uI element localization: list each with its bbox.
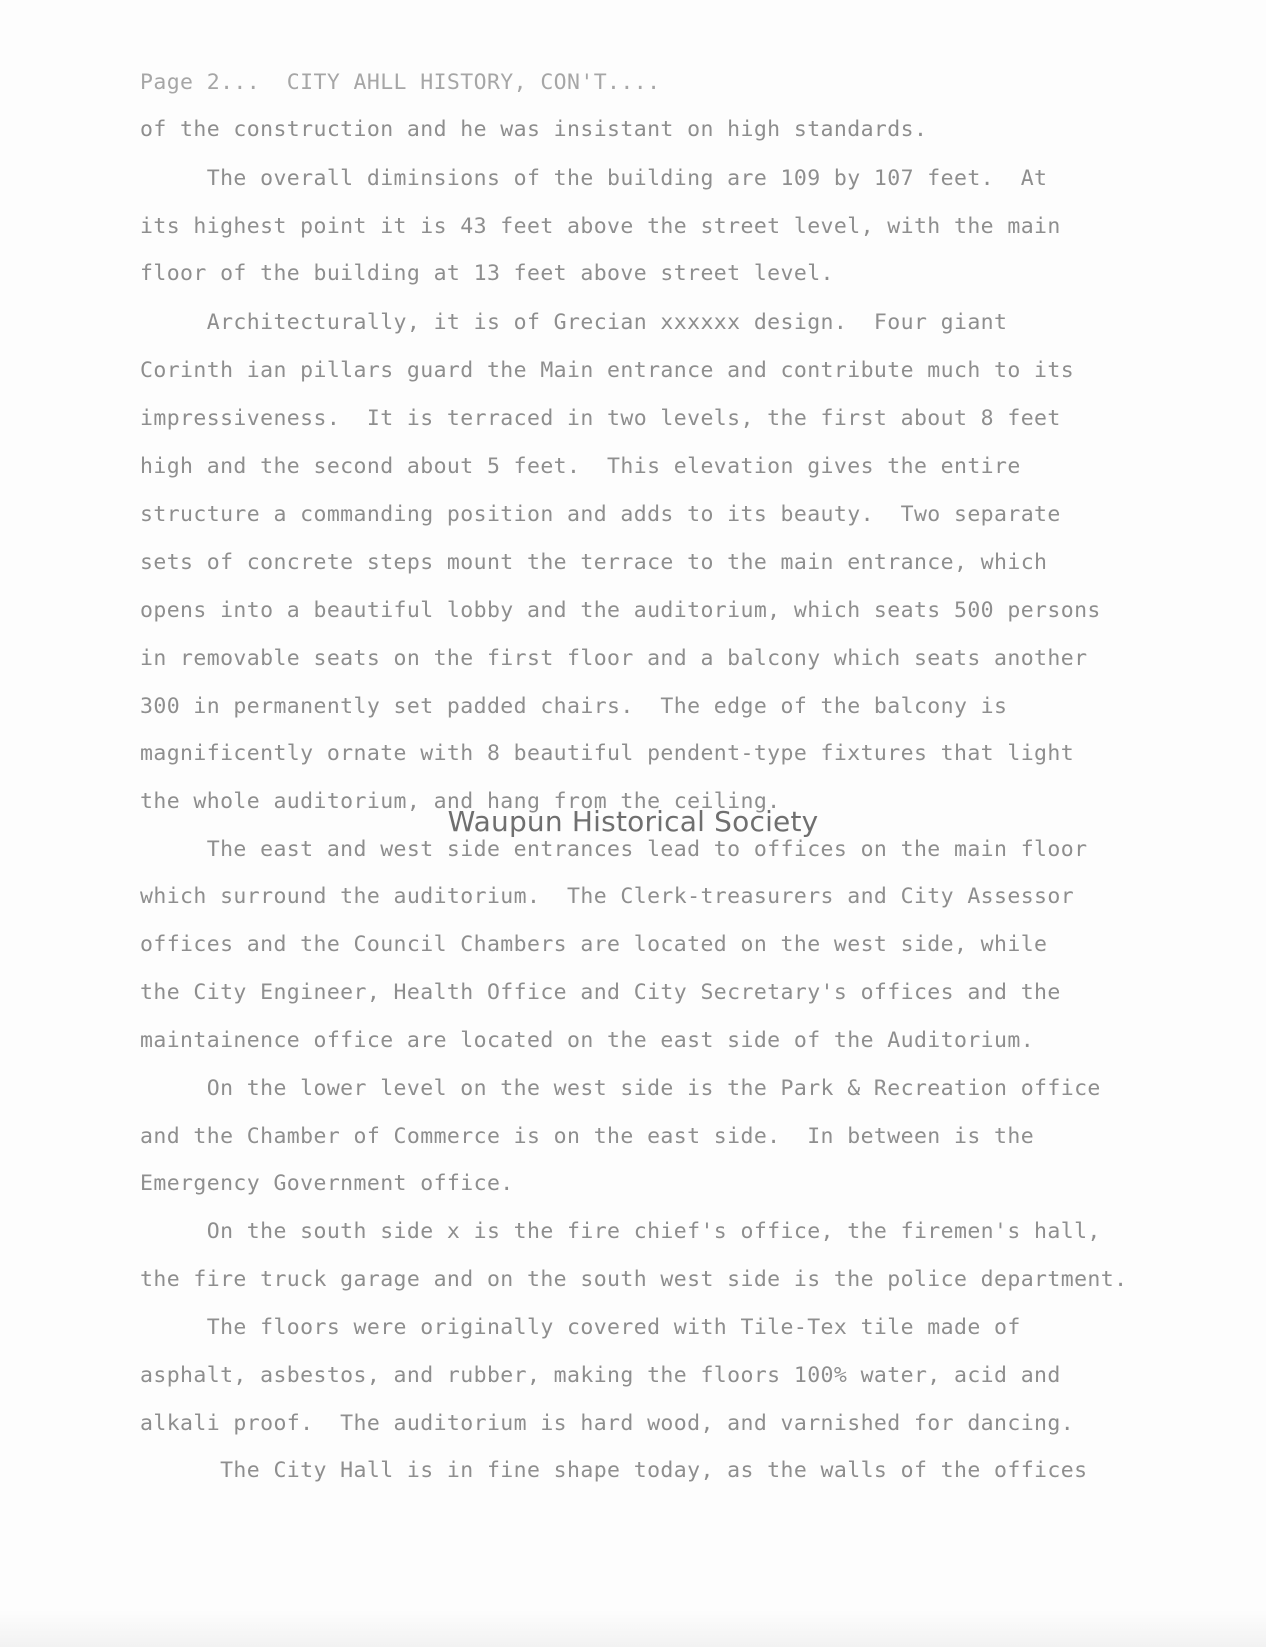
- text-line: high and the second about 5 feet. This elevation gives the entire: [140, 454, 1021, 479]
- text-line: The overall diminsions of the building are 109 by 107 feet. At: [140, 166, 1048, 191]
- text-line: and the Chamber of Commerce is on the east side. In between is the: [140, 1124, 1035, 1149]
- text-line: in removable seats on the first floor and a balcony which seats another: [140, 646, 1088, 671]
- text-line: the fire truck garage and on the south west side is the police department.: [140, 1267, 1128, 1292]
- watermark: Waupun Historical Society: [447, 805, 819, 838]
- text-line: The east and west side entrances lead to offices on the main floor: [140, 837, 1088, 862]
- text-line: maintainence office are located on the east side of the Auditorium.: [140, 1028, 1035, 1053]
- text-line: of the construction and he was insistant on high standards.: [140, 117, 928, 142]
- text-line: the City Engineer, Health Office and City Secretary's offices and the: [140, 980, 1061, 1005]
- text-line: On the lower level on the west side is the Park & Recreation office: [140, 1076, 1101, 1101]
- text-line: 300 in permanently set padded chairs. The edge of the balcony is: [140, 694, 1008, 719]
- text-line: The City Hall is in fine shape today, as the walls of the offices: [140, 1458, 1088, 1483]
- text-line: On the south side x is the fire chief's office, the firemen's hall,: [140, 1219, 1101, 1244]
- text-line: The floors were originally covered with Tile-Tex tile made of: [140, 1315, 1021, 1340]
- text-line: sets of concrete steps mount the terrace to the main entrance, which: [140, 550, 1048, 575]
- text-line: magnificently ornate with 8 beautiful pendent-type fixtures that light: [140, 741, 1075, 766]
- text-line: Architecturally, it is of Grecian xxxxxx design. Four giant: [140, 310, 1008, 335]
- text-line: Corinth ian pillars guard the Main entrance and contribute much to its: [140, 358, 1075, 383]
- text-line: opens into a beautiful lobby and the auditorium, which seats 500 persons: [140, 598, 1101, 623]
- text-line: floor of the building at 13 feet above street level.: [140, 261, 834, 286]
- text-line: which surround the auditorium. The Clerk-treasurers and City Assessor: [140, 884, 1075, 909]
- text-line: its highest point it is 43 feet above the street level, with the main: [140, 214, 1061, 239]
- text-line: impressiveness. It is terraced in two levels, the first about 8 feet: [140, 406, 1061, 431]
- text-line: offices and the Council Chambers are located on the west side, while: [140, 932, 1048, 957]
- text-line: Emergency Government office.: [140, 1171, 514, 1196]
- scan-edge: [0, 1610, 1266, 1647]
- page-header: Page 2... CITY AHLL HISTORY, CON'T....: [140, 70, 661, 95]
- text-line: alkali proof. The auditorium is hard wood, and varnished for dancing.: [140, 1411, 1075, 1436]
- text-line: structure a commanding position and adds to its beauty. Two separate: [140, 502, 1061, 527]
- text-line: the whole auditorium, and hang from the ceiling.: [140, 789, 781, 814]
- text-line: asphalt, asbestos, and rubber, making the floors 100% water, acid and: [140, 1363, 1061, 1388]
